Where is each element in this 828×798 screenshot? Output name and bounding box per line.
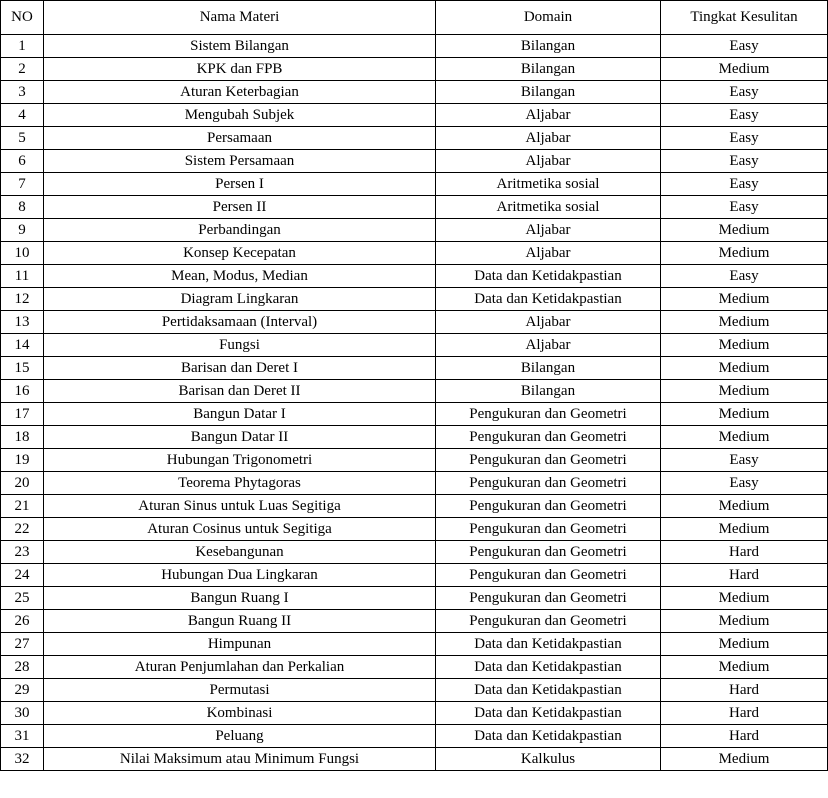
cell-no: 18 [1, 426, 44, 449]
cell-domain: Bilangan [436, 380, 661, 403]
cell-tingkat-kesulitan: Medium [661, 748, 828, 771]
table-row [1, 541, 828, 564]
cell-no: 16 [1, 380, 44, 403]
table-row [1, 702, 828, 725]
cell-domain: Aljabar [436, 219, 661, 242]
cell-nama-materi: Permutasi [44, 679, 436, 702]
cell-nama-materi: Diagram Lingkaran [44, 288, 436, 311]
cell-no: 2 [1, 58, 44, 81]
table-row [1, 334, 828, 357]
cell-nama-materi: Persen I [44, 173, 436, 196]
cell-domain: Bilangan [436, 35, 661, 58]
cell-tingkat-kesulitan: Hard [661, 541, 828, 564]
cell-domain: Data dan Ketidakpastian [436, 702, 661, 725]
cell-domain: Pengukuran dan Geometri [436, 541, 661, 564]
cell-no: 32 [1, 748, 44, 771]
table-row [1, 748, 828, 771]
cell-no: 3 [1, 81, 44, 104]
cell-no: 20 [1, 472, 44, 495]
table-row [1, 219, 828, 242]
cell-no: 26 [1, 610, 44, 633]
cell-domain: Aljabar [436, 311, 661, 334]
cell-tingkat-kesulitan: Easy [661, 127, 828, 150]
cell-tingkat-kesulitan: Easy [661, 472, 828, 495]
cell-tingkat-kesulitan: Easy [661, 449, 828, 472]
cell-domain: Data dan Ketidakpastian [436, 679, 661, 702]
cell-domain: Data dan Ketidakpastian [436, 725, 661, 748]
cell-tingkat-kesulitan: Medium [661, 58, 828, 81]
cell-domain: Aljabar [436, 242, 661, 265]
header-no: NO [1, 1, 44, 35]
cell-tingkat-kesulitan: Medium [661, 610, 828, 633]
cell-domain: Pengukuran dan Geometri [436, 564, 661, 587]
cell-tingkat-kesulitan: Medium [661, 403, 828, 426]
table-row [1, 58, 828, 81]
cell-no: 19 [1, 449, 44, 472]
cell-tingkat-kesulitan: Easy [661, 265, 828, 288]
cell-domain: Pengukuran dan Geometri [436, 449, 661, 472]
cell-domain: Pengukuran dan Geometri [436, 518, 661, 541]
cell-no: 22 [1, 518, 44, 541]
cell-no: 1 [1, 35, 44, 58]
table-row [1, 265, 828, 288]
cell-nama-materi: Nilai Maksimum atau Minimum Fungsi [44, 748, 436, 771]
cell-no: 6 [1, 150, 44, 173]
cell-nama-materi: Sistem Persamaan [44, 150, 436, 173]
cell-tingkat-kesulitan: Medium [661, 242, 828, 265]
table-row [1, 495, 828, 518]
header-domain: Domain [436, 1, 661, 35]
cell-tingkat-kesulitan: Medium [661, 426, 828, 449]
cell-nama-materi: Persen II [44, 196, 436, 219]
cell-tingkat-kesulitan: Easy [661, 196, 828, 219]
cell-no: 12 [1, 288, 44, 311]
cell-nama-materi: Pertidaksamaan (Interval) [44, 311, 436, 334]
cell-no: 4 [1, 104, 44, 127]
table-body [1, 35, 828, 771]
cell-nama-materi: Aturan Sinus untuk Luas Segitiga [44, 495, 436, 518]
cell-no: 15 [1, 357, 44, 380]
cell-nama-materi: Bangun Datar I [44, 403, 436, 426]
table-row [1, 610, 828, 633]
cell-tingkat-kesulitan: Easy [661, 104, 828, 127]
table-row [1, 173, 828, 196]
cell-nama-materi: Bangun Ruang I [44, 587, 436, 610]
cell-domain: Aritmetika sosial [436, 173, 661, 196]
cell-no: 9 [1, 219, 44, 242]
cell-no: 25 [1, 587, 44, 610]
cell-no: 23 [1, 541, 44, 564]
cell-nama-materi: Barisan dan Deret II [44, 380, 436, 403]
cell-tingkat-kesulitan: Easy [661, 35, 828, 58]
table-row [1, 587, 828, 610]
cell-tingkat-kesulitan: Medium [661, 219, 828, 242]
cell-no: 8 [1, 196, 44, 219]
cell-no: 14 [1, 334, 44, 357]
cell-tingkat-kesulitan: Hard [661, 564, 828, 587]
cell-tingkat-kesulitan: Medium [661, 495, 828, 518]
cell-tingkat-kesulitan: Medium [661, 656, 828, 679]
table-row [1, 656, 828, 679]
cell-tingkat-kesulitan: Easy [661, 81, 828, 104]
cell-domain: Aljabar [436, 150, 661, 173]
cell-no: 30 [1, 702, 44, 725]
table-row [1, 380, 828, 403]
table-row [1, 357, 828, 380]
cell-nama-materi: Hubungan Trigonometri [44, 449, 436, 472]
cell-nama-materi: Mengubah Subjek [44, 104, 436, 127]
cell-no: 10 [1, 242, 44, 265]
cell-tingkat-kesulitan: Easy [661, 150, 828, 173]
table-row [1, 449, 828, 472]
header-row [1, 1, 828, 35]
table-row [1, 127, 828, 150]
cell-nama-materi: Kesebangunan [44, 541, 436, 564]
cell-domain: Aljabar [436, 334, 661, 357]
cell-no: 24 [1, 564, 44, 587]
cell-domain: Pengukuran dan Geometri [436, 472, 661, 495]
cell-tingkat-kesulitan: Hard [661, 725, 828, 748]
table-row [1, 150, 828, 173]
header-tingkat-kesulitan: Tingkat Kesulitan [661, 1, 828, 35]
cell-domain: Data dan Ketidakpastian [436, 265, 661, 288]
cell-domain: Aritmetika sosial [436, 196, 661, 219]
cell-nama-materi: Aturan Cosinus untuk Segitiga [44, 518, 436, 541]
cell-tingkat-kesulitan: Medium [661, 587, 828, 610]
cell-nama-materi: Bangun Ruang II [44, 610, 436, 633]
cell-domain: Bilangan [436, 357, 661, 380]
cell-domain: Data dan Ketidakpastian [436, 288, 661, 311]
table-row [1, 564, 828, 587]
cell-no: 27 [1, 633, 44, 656]
cell-nama-materi: Hubungan Dua Lingkaran [44, 564, 436, 587]
cell-nama-materi: Barisan dan Deret I [44, 357, 436, 380]
cell-tingkat-kesulitan: Medium [661, 380, 828, 403]
cell-no: 31 [1, 725, 44, 748]
table-row [1, 311, 828, 334]
cell-no: 28 [1, 656, 44, 679]
cell-nama-materi: Fungsi [44, 334, 436, 357]
cell-domain: Aljabar [436, 127, 661, 150]
cell-no: 13 [1, 311, 44, 334]
cell-tingkat-kesulitan: Medium [661, 334, 828, 357]
cell-nama-materi: Kombinasi [44, 702, 436, 725]
cell-nama-materi: Himpunan [44, 633, 436, 656]
cell-domain: Bilangan [436, 81, 661, 104]
cell-nama-materi: Teorema Phytagoras [44, 472, 436, 495]
table-row [1, 633, 828, 656]
cell-tingkat-kesulitan: Medium [661, 288, 828, 311]
cell-nama-materi: Konsep Kecepatan [44, 242, 436, 265]
cell-tingkat-kesulitan: Easy [661, 173, 828, 196]
cell-no: 17 [1, 403, 44, 426]
table-row [1, 196, 828, 219]
cell-nama-materi: Aturan Penjumlahan dan Perkalian [44, 656, 436, 679]
table-row [1, 518, 828, 541]
cell-no: 21 [1, 495, 44, 518]
header-nama-materi: Nama Materi [44, 1, 436, 35]
cell-nama-materi: Peluang [44, 725, 436, 748]
cell-domain: Kalkulus [436, 748, 661, 771]
table-row [1, 288, 828, 311]
cell-domain: Pengukuran dan Geometri [436, 426, 661, 449]
table-row [1, 725, 828, 748]
table-row [1, 403, 828, 426]
cell-domain: Data dan Ketidakpastian [436, 656, 661, 679]
cell-nama-materi: Aturan Keterbagian [44, 81, 436, 104]
table-row [1, 104, 828, 127]
cell-tingkat-kesulitan: Medium [661, 311, 828, 334]
table-row [1, 81, 828, 104]
table-row [1, 472, 828, 495]
cell-nama-materi: KPK dan FPB [44, 58, 436, 81]
cell-domain: Pengukuran dan Geometri [436, 610, 661, 633]
cell-tingkat-kesulitan: Medium [661, 633, 828, 656]
cell-domain: Bilangan [436, 58, 661, 81]
cell-tingkat-kesulitan: Hard [661, 679, 828, 702]
cell-nama-materi: Sistem Bilangan [44, 35, 436, 58]
cell-tingkat-kesulitan: Medium [661, 518, 828, 541]
cell-domain: Pengukuran dan Geometri [436, 403, 661, 426]
cell-domain: Data dan Ketidakpastian [436, 633, 661, 656]
cell-nama-materi: Perbandingan [44, 219, 436, 242]
table-row [1, 35, 828, 58]
cell-no: 29 [1, 679, 44, 702]
cell-domain: Pengukuran dan Geometri [436, 495, 661, 518]
cell-nama-materi: Mean, Modus, Median [44, 265, 436, 288]
cell-no: 11 [1, 265, 44, 288]
table-row [1, 242, 828, 265]
cell-domain: Pengukuran dan Geometri [436, 587, 661, 610]
table-row [1, 679, 828, 702]
cell-tingkat-kesulitan: Medium [661, 357, 828, 380]
cell-no: 7 [1, 173, 44, 196]
cell-tingkat-kesulitan: Hard [661, 702, 828, 725]
table-row [1, 426, 828, 449]
cell-nama-materi: Persamaan [44, 127, 436, 150]
cell-domain: Aljabar [436, 104, 661, 127]
cell-no: 5 [1, 127, 44, 150]
cell-nama-materi: Bangun Datar II [44, 426, 436, 449]
